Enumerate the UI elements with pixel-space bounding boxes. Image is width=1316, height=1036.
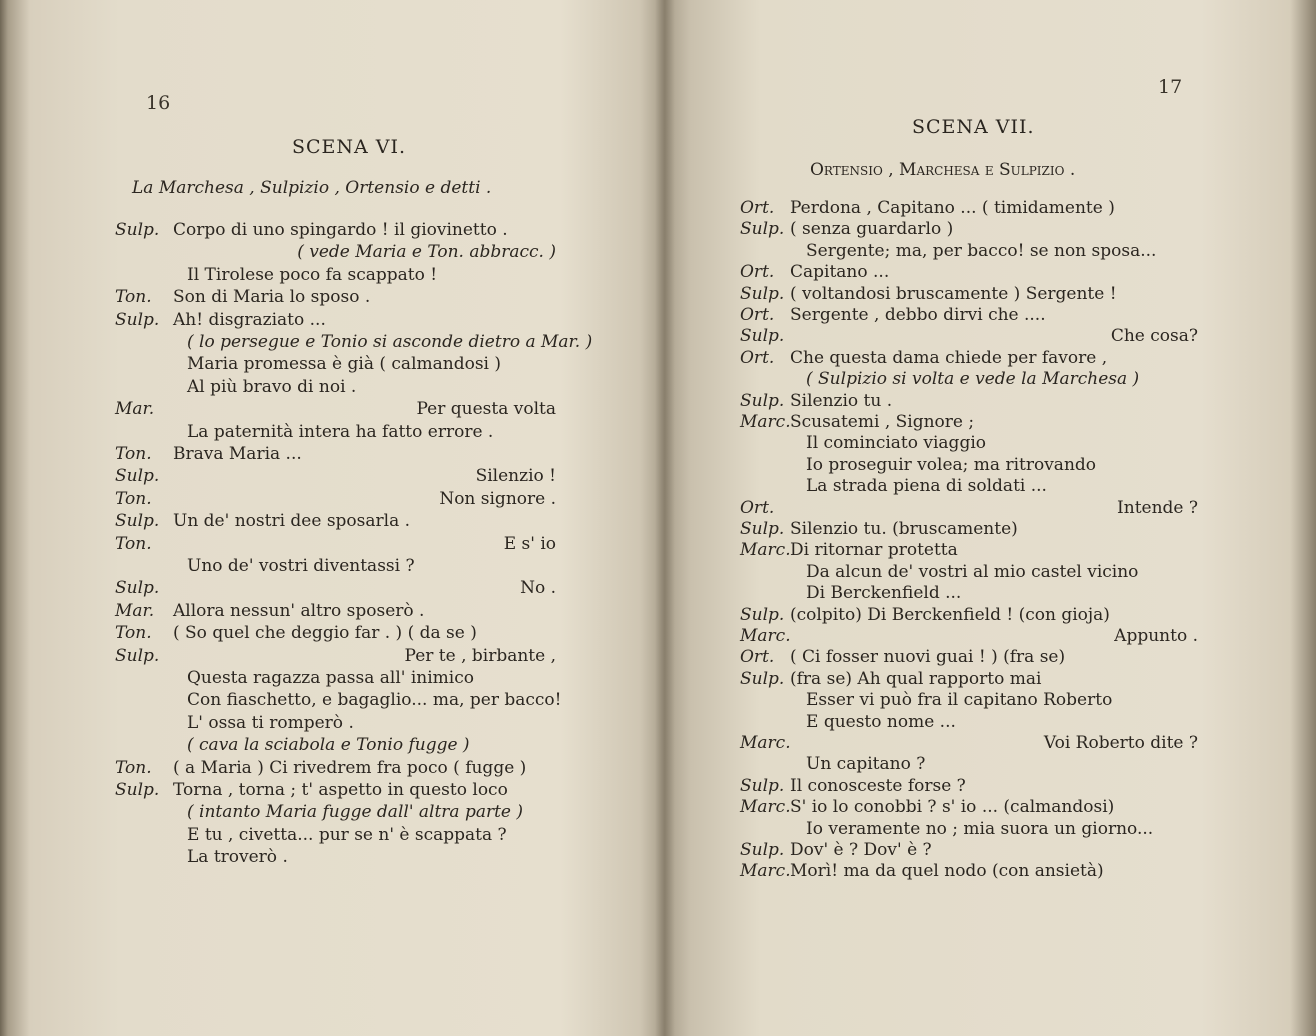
line-text: (colpito) Di Berckenfield ! (con gioja) bbox=[790, 604, 1110, 625]
dialogue-line bbox=[740, 754, 1198, 775]
line-text: Appunto . bbox=[1114, 626, 1198, 646]
line-text: Sergente , debbo dirvi che .... bbox=[790, 305, 1046, 325]
dialogue-line bbox=[740, 861, 1198, 882]
dialogue-line bbox=[740, 219, 1198, 240]
dialogue-line bbox=[740, 391, 1198, 412]
dialogue-line bbox=[740, 433, 1198, 454]
dialogue-line bbox=[740, 498, 1198, 519]
line-text: Maria promessa è già ( calmandosi ) bbox=[187, 354, 502, 375]
dialogue-line bbox=[115, 332, 593, 353]
line-text: Il cominciato viaggio bbox=[806, 433, 986, 454]
speaker-name: Sulp. bbox=[740, 519, 785, 539]
line-text: Corpo di uno spingardo ! il giovinetto . bbox=[173, 220, 508, 240]
dialogue-line bbox=[115, 287, 556, 308]
line-text: ( Ci fosser nuovi guai ! ) (fra se) bbox=[790, 647, 1066, 668]
line-text: Io veramente no ; mia suora un giorno... bbox=[806, 818, 1154, 839]
speaker-name: Sulp. bbox=[740, 604, 785, 625]
dialogue-line bbox=[740, 647, 1198, 668]
scene-title: SCENA VII. bbox=[912, 116, 1035, 138]
dialogue-line bbox=[115, 377, 556, 398]
line-text: E s' io bbox=[503, 533, 556, 554]
speaker-name: Sulp. bbox=[115, 578, 160, 599]
dialogue-line bbox=[115, 444, 556, 465]
dialogue-line bbox=[740, 819, 1198, 840]
dialogue-line bbox=[740, 198, 1198, 219]
dialogue-line bbox=[740, 412, 1198, 433]
dialogue-line bbox=[115, 489, 556, 510]
dialogue-line bbox=[740, 262, 1198, 283]
line-text: ( Sulpizio si volta e vede la Marchesa ) bbox=[806, 369, 1140, 390]
dialogue-line bbox=[740, 605, 1198, 626]
line-text: L' ossa ti romperò . bbox=[187, 712, 354, 733]
line-text: ( senza guardarlo ) bbox=[790, 219, 954, 240]
dialogue-line bbox=[115, 534, 556, 555]
dialogue-line bbox=[740, 669, 1198, 690]
dialogue-line bbox=[115, 713, 556, 734]
speaker-name: Sulp. bbox=[115, 309, 160, 330]
line-text: Al più bravo di noi . bbox=[187, 376, 357, 397]
dialogue-line bbox=[740, 326, 1198, 347]
line-text: Da alcun de' vostri al mio castel vicino bbox=[806, 561, 1139, 582]
cast-list: Ortensio , Marchesa e Sulpizio . bbox=[810, 160, 1076, 180]
speaker-name: Marc. bbox=[740, 540, 791, 561]
line-text: Non signore . bbox=[439, 488, 556, 509]
speaker-name: Ton. bbox=[115, 757, 152, 778]
speaker-name: Ton. bbox=[115, 623, 152, 644]
line-text: Voi Roberto dite ? bbox=[1043, 733, 1198, 753]
line-text: Un capitano ? bbox=[806, 754, 926, 775]
line-text: ( vede Maria e Ton. abbracc. ) bbox=[297, 242, 556, 263]
line-text: ( voltandosi bruscamente ) Sergente ! bbox=[790, 283, 1117, 304]
line-text: La paternità intera ha fatto errore . bbox=[187, 421, 494, 442]
speaker-name: Ton. bbox=[115, 533, 152, 554]
page-number: 17 bbox=[1158, 76, 1183, 98]
page-number: 16 bbox=[146, 92, 171, 114]
speaker-name: Sulp. bbox=[740, 390, 785, 411]
dialogue-line bbox=[115, 242, 556, 263]
speaker-name: Marc. bbox=[740, 412, 791, 432]
line-text: Che cosa? bbox=[1110, 326, 1198, 347]
dialogue-line bbox=[740, 562, 1198, 583]
dialogue-line bbox=[740, 712, 1198, 733]
dialogue-line bbox=[740, 369, 1198, 390]
dialogue-line bbox=[740, 626, 1198, 647]
line-text: E questo nome ... bbox=[806, 711, 956, 732]
speaker-name: Sulp. bbox=[740, 219, 785, 240]
dialogue-line bbox=[740, 305, 1198, 326]
speaker-name: Marc. bbox=[740, 626, 791, 646]
line-text: La strada piena di soldati ... bbox=[806, 476, 1047, 497]
dialogue-line bbox=[115, 422, 556, 443]
line-text: Io proseguir volea; ma ritrovando bbox=[806, 454, 1097, 475]
line-text: Allora nessun' altro sposerò . bbox=[173, 600, 425, 621]
speaker-name: Ort. bbox=[740, 497, 775, 518]
dialogue-line bbox=[740, 348, 1198, 369]
line-text: E tu , civetta... pur se n' è scappata ? bbox=[187, 824, 507, 845]
scene-title: SCENA VI. bbox=[292, 136, 407, 158]
speaker-name: Ort. bbox=[740, 305, 775, 325]
dialogue-line bbox=[740, 776, 1198, 797]
dialogue-line bbox=[115, 646, 556, 667]
line-text: Il conosceste forse ? bbox=[790, 775, 966, 796]
speaker-name: Sulp. bbox=[740, 668, 785, 689]
speaker-name: Sulp. bbox=[115, 466, 160, 487]
speaker-name: Ort. bbox=[740, 198, 775, 218]
line-text: Esser vi può fra il capitano Roberto bbox=[806, 690, 1113, 711]
line-text: ( a Maria ) Ci rivedrem fra poco ( fugge ) bbox=[173, 757, 527, 778]
speaker-name: Marc. bbox=[740, 797, 791, 818]
speaker-name: Sulp. bbox=[115, 645, 160, 666]
line-text: Silenzio tu. (bruscamente) bbox=[790, 519, 1018, 539]
line-text: Silenzio ! bbox=[475, 466, 556, 487]
line-text: Silenzio tu . bbox=[790, 390, 893, 411]
dialogue-line bbox=[115, 668, 556, 689]
dialogue-line bbox=[115, 690, 562, 711]
line-text: Il Tirolese poco fa scappato ! bbox=[187, 264, 438, 285]
line-text: ( cava la sciabola e Tonio fugge ) bbox=[187, 735, 470, 756]
line-text: Torna , torna ; t' aspetto in questo loco bbox=[173, 780, 508, 800]
speaker-name: Mar. bbox=[115, 399, 155, 420]
line-text: Per te , birbante , bbox=[404, 645, 556, 666]
line-text: Sergente; ma, per bacco! se non sposa... bbox=[806, 240, 1157, 261]
speaker-name: Sulp. bbox=[115, 511, 160, 532]
dialogue-line bbox=[115, 220, 556, 241]
speaker-name: Sulp. bbox=[740, 283, 785, 304]
dialogue-line bbox=[115, 601, 556, 622]
dialogue-line bbox=[115, 758, 556, 779]
right-page bbox=[664, 0, 1316, 1036]
line-text: Con fiaschetto, e bagaglio... ma, per bacco! bbox=[187, 690, 562, 711]
dialogue-line bbox=[740, 797, 1198, 818]
dialogue-line bbox=[115, 399, 556, 420]
speaker-name: Sulp. bbox=[115, 780, 160, 800]
line-text: ( So quel che deggio far . ) ( da se ) bbox=[173, 623, 477, 644]
speaker-name: Marc. bbox=[740, 733, 791, 753]
line-text: Morì! ma da quel nodo (con ansietà) bbox=[790, 861, 1104, 882]
line-text: Dov' è ? Dov' è ? bbox=[790, 840, 932, 860]
speaker-name: Sulp. bbox=[740, 775, 785, 796]
line-text: Un de' nostri dee sposarla . bbox=[173, 511, 411, 532]
speaker-name: Ton. bbox=[115, 488, 152, 509]
dialogue-line bbox=[115, 310, 556, 331]
line-text: S' io lo conobbi ? s' io ... (calmandosi) bbox=[790, 797, 1115, 818]
line-text: Scusatemi , Signore ; bbox=[790, 412, 975, 432]
dialogue-line bbox=[740, 690, 1198, 711]
dialogue-line bbox=[115, 802, 556, 823]
dialogue-line bbox=[115, 511, 556, 532]
dialogue-line bbox=[740, 733, 1198, 754]
dialogue-line bbox=[115, 780, 556, 801]
dialogue-line bbox=[740, 284, 1198, 305]
line-text: Per questa volta bbox=[416, 399, 556, 420]
line-text: La troverò . bbox=[187, 847, 288, 868]
line-text: Son di Maria lo sposo . bbox=[173, 287, 371, 308]
dialogue-line bbox=[115, 354, 556, 375]
dialogue-line bbox=[740, 476, 1198, 497]
dialogue-line bbox=[740, 540, 1198, 561]
dialogue-line bbox=[115, 466, 556, 487]
dialogue-line bbox=[115, 735, 556, 756]
speaker-name: Ton. bbox=[115, 444, 152, 464]
speaker-name: Ort. bbox=[740, 347, 775, 368]
speaker-name: Ort. bbox=[740, 647, 775, 668]
line-text: Perdona , Capitano ... ( timidamente ) bbox=[790, 198, 1115, 218]
line-text: Che questa dama chiede per favore , bbox=[790, 347, 1108, 368]
dialogue-line bbox=[115, 847, 556, 868]
dialogue-line bbox=[740, 241, 1198, 262]
dialogue-line bbox=[115, 265, 556, 286]
dialogue-line bbox=[740, 583, 1198, 604]
line-text: Uno de' vostri diventassi ? bbox=[187, 556, 415, 576]
line-text: Capitano ... bbox=[790, 262, 890, 283]
line-text: (fra se) Ah qual rapporto mai bbox=[790, 668, 1042, 689]
speaker-name: Ton. bbox=[115, 287, 152, 308]
speaker-name: Sulp. bbox=[740, 326, 785, 347]
dialogue-line bbox=[740, 455, 1198, 476]
dialogue-line bbox=[740, 840, 1198, 861]
line-text: Intende ? bbox=[1117, 497, 1198, 518]
line-text: Di Berckenfield ... bbox=[806, 583, 962, 604]
line-text: ( intanto Maria fugge dall' altra parte ) bbox=[187, 802, 524, 823]
speaker-name: Sulp. bbox=[740, 840, 785, 860]
dialogue-line bbox=[740, 519, 1198, 540]
line-text: Ah! disgraziato ... bbox=[173, 309, 326, 330]
cast-list: La Marchesa , Sulpizio , Ortensio e detti . bbox=[132, 178, 492, 198]
dialogue-line bbox=[115, 556, 556, 577]
speaker-name: Ort. bbox=[740, 262, 775, 283]
dialogue-line bbox=[115, 825, 556, 846]
speaker-name: Sulp. bbox=[115, 220, 160, 240]
dialogue-line bbox=[115, 578, 556, 599]
line-text: Brava Maria ... bbox=[173, 444, 302, 464]
line-text: Questa ragazza passa all' inimico bbox=[187, 668, 474, 688]
speaker-name: Marc. bbox=[740, 861, 791, 882]
line-text: Di ritornar protetta bbox=[790, 540, 958, 561]
line-text: No . bbox=[520, 578, 556, 599]
speaker-name: Mar. bbox=[115, 600, 155, 621]
dialogue-line bbox=[115, 623, 556, 644]
line-text: ( lo persegue e Tonio si asconde dietro a Mar. ) bbox=[187, 332, 593, 352]
